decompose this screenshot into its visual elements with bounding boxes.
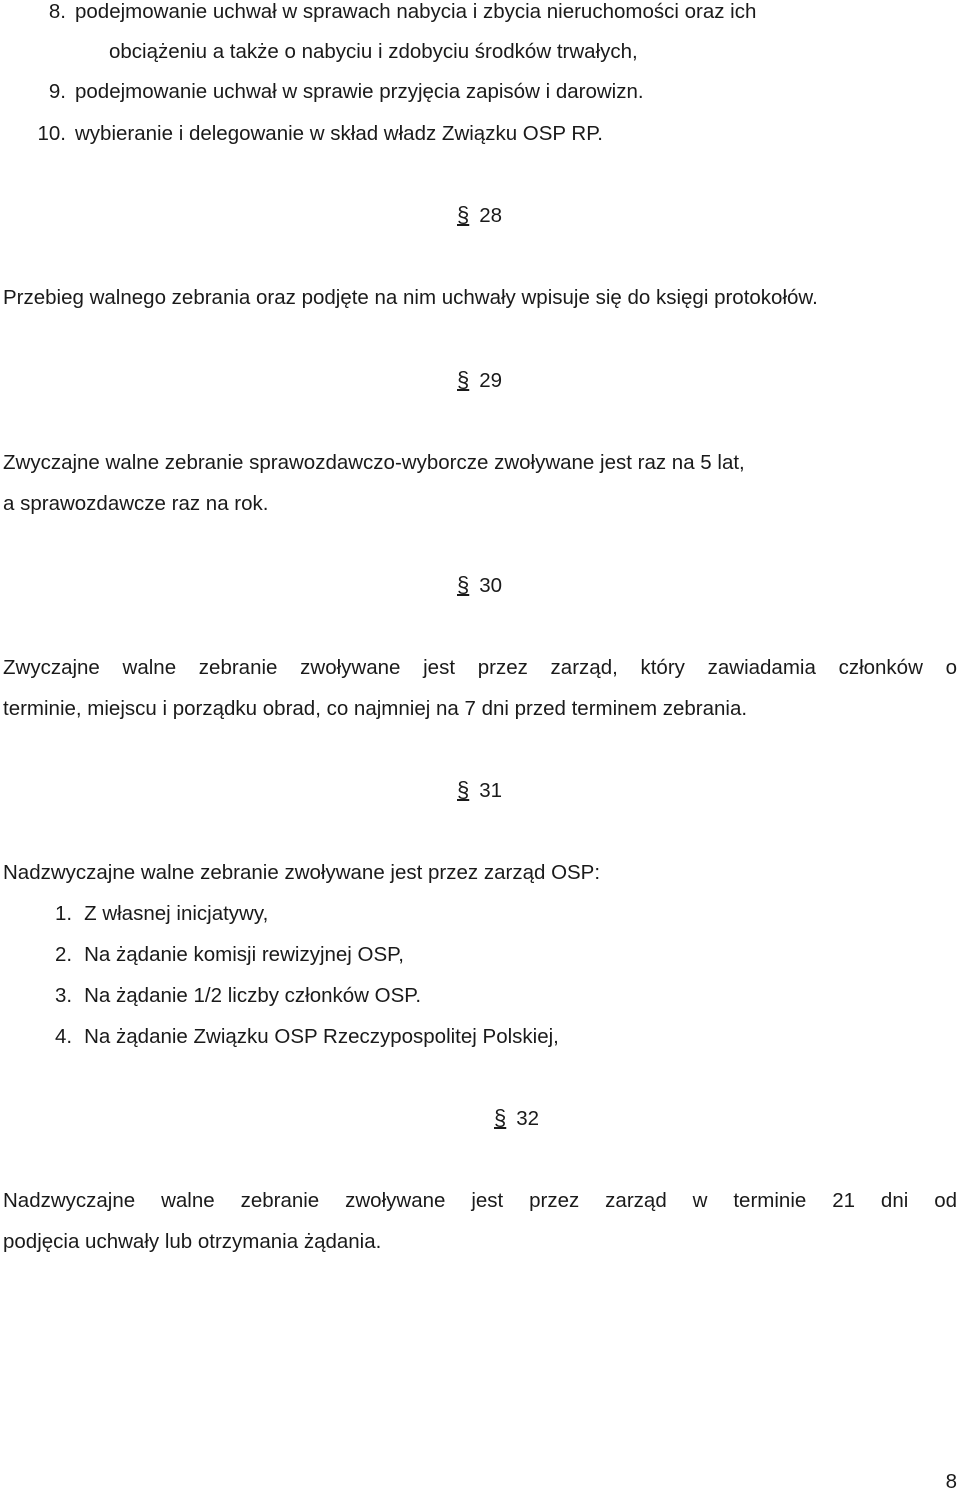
paragraph-30-line-1: Zwyczajne walne zebranie zwoływane jest przez zarząd, który zawiadamia członków o	[3, 656, 957, 679]
list-item	[3, 122, 957, 146]
paragraph-32-line-1: Nadzwyczajne walne zebranie zwoływane jest przez zarząd w terminie 21 dni od	[3, 1189, 957, 1212]
list-item	[3, 0, 957, 24]
list-item-continuation: obciążeniu a także o nabyciu i zdobyciu środków trwałych,	[109, 40, 638, 63]
list-item	[3, 1025, 957, 1049]
list-item-number: 3.	[55, 984, 73, 1007]
list-item-text: Na żądanie Związku OSP Rzeczypospolitej Polskiej,	[84, 1025, 559, 1048]
section-number: 31	[479, 779, 503, 802]
list-item-text: wybieranie i delegowanie w skład władz Związku OSP RP.	[75, 122, 603, 145]
section-number: 28	[479, 204, 503, 227]
list-item-number: 2.	[55, 943, 73, 966]
list-item-text-part: podejmowanie uchwał w sprawach nabycia i zbycia nieruchomości oraz ich	[75, 0, 757, 23]
list-item-text: Z własnej inicjatywy,	[84, 902, 269, 925]
section-number: 30	[479, 574, 503, 597]
list-item	[3, 902, 957, 926]
section-heading-28	[457, 203, 502, 228]
list-item-text: podejmowanie uchwał w sprawie przyjęcia zapisów i darowizn.	[75, 80, 644, 103]
section-number: 32	[516, 1107, 540, 1130]
list-item-number: 1.	[55, 902, 73, 925]
section-mark: §	[457, 202, 470, 227]
list-item-text	[3, 0, 756, 24]
list-item-number: 9.	[48, 80, 66, 103]
paragraph-31-intro: Nadzwyczajne walne zebranie zwoływane jest przez zarząd OSP:	[3, 861, 601, 884]
section-mark: §	[457, 572, 470, 597]
list-item-number: 10.	[37, 122, 66, 145]
paragraph-29-line-2: a sprawozdawcze raz na rok.	[3, 492, 269, 515]
section-number: 29	[479, 369, 503, 392]
paragraph-28: Przebieg walnego zebrania oraz podjęte na nim uchwały wpisuje się do księgi protokołów.	[3, 286, 818, 309]
paragraph-29-line-1: Zwyczajne walne zebranie sprawozdawczo-wyborcze zwoływane jest raz na 5 lat,	[3, 451, 745, 474]
list-item	[3, 943, 957, 967]
page-number: 8	[945, 1470, 957, 1493]
list-item-text: Na żądanie komisji rewizyjnej OSP,	[84, 943, 404, 966]
list-item-number: 4.	[55, 1025, 73, 1048]
list-item	[3, 80, 957, 104]
list-item	[3, 984, 957, 1008]
paragraph-30-line-2: terminie, miejscu i porządku obrad, co najmniej na 7 dni przed terminem zebrania.	[3, 697, 748, 720]
section-mark: §	[457, 367, 470, 392]
section-heading-31	[457, 778, 502, 803]
section-heading-32	[494, 1106, 539, 1131]
paragraph-32-line-2: podjęcia uchwały lub otrzymania żądania.	[3, 1230, 382, 1253]
section-heading-30	[457, 573, 502, 598]
list-item-number: 8.	[48, 0, 66, 23]
list-item-text: Na żądanie 1/2 liczby członków OSP.	[84, 984, 422, 1007]
section-mark: §	[457, 777, 470, 802]
section-heading-29	[457, 368, 502, 393]
section-mark: §	[494, 1105, 507, 1130]
